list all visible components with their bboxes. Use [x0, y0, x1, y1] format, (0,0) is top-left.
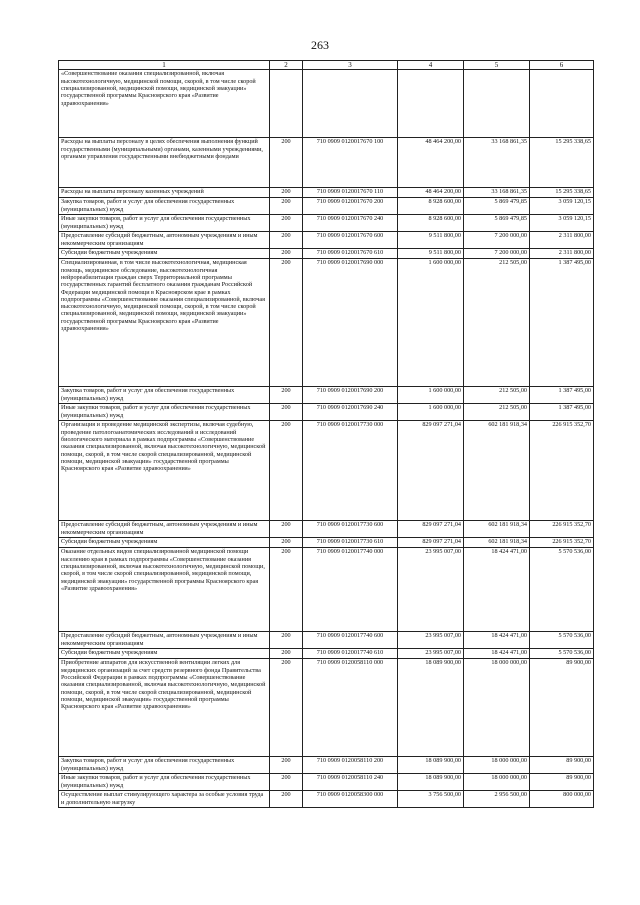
- executed-amount-cell: 7 200 000,00: [464, 249, 530, 259]
- approved-amount-cell: 23 995 007,00: [398, 632, 464, 649]
- row-name-cell: Предоставление субсидий бюджетным, автономным учреждениям и иным некоммерческим организациям: [59, 521, 270, 538]
- executed-amount-cell: 5 869 479,85: [464, 215, 530, 232]
- column-header: 4: [398, 61, 464, 70]
- approved-amount-cell: 9 511 800,00: [398, 249, 464, 259]
- column-header: 3: [303, 61, 398, 70]
- row-name-cell: Закупка товаров, работ и услуг для обеспечения государственных (муниципальных) нужд: [59, 387, 270, 404]
- row-name-cell: Иные закупки товаров, работ и услуг для обеспечения государственных (муниципальных) нужд: [59, 404, 270, 421]
- approved-amount-cell: 48 464 200,00: [398, 138, 464, 188]
- budget-code-cell: 710 0909 0120058300 000: [303, 791, 398, 808]
- admin-code-cell: 200: [270, 421, 303, 521]
- approved-amount-cell: 1 600 000,00: [398, 404, 464, 421]
- budget-code-cell: 710 0909 0120017740 000: [303, 548, 398, 632]
- admin-code-cell: 200: [270, 774, 303, 791]
- table-row: [59, 632, 594, 649]
- admin-code-cell: 200: [270, 659, 303, 757]
- executed-amount-cell: 2 956 500,00: [464, 791, 530, 808]
- approved-amount-cell: 8 928 600,00: [398, 215, 464, 232]
- column-header: 2: [270, 61, 303, 70]
- remaining-amount-cell: 226 915 352,70: [530, 521, 594, 538]
- column-header: 6: [530, 61, 594, 70]
- row-name-cell: Предоставление субсидий бюджетным, автономным учреждениям и иным некоммерческим организациям: [59, 632, 270, 649]
- approved-amount-cell: 23 995 007,00: [398, 649, 464, 659]
- remaining-amount-cell: 5 570 536,00: [530, 632, 594, 649]
- column-number-row: [59, 61, 594, 70]
- approved-amount-cell: 23 995 007,00: [398, 548, 464, 632]
- budget-code-cell: 710 0909 0120017740 610: [303, 649, 398, 659]
- budget-code-cell: 710 0909 0120017740 600: [303, 632, 398, 649]
- table-row: [59, 538, 594, 548]
- row-name-cell: Иные закупки товаров, работ и услуг для обеспечения государственных (муниципальных) нужд: [59, 215, 270, 232]
- admin-code-cell: 200: [270, 198, 303, 215]
- table-row: [59, 659, 594, 757]
- budget-code-cell: 710 0909 0120017730 610: [303, 538, 398, 548]
- approved-amount-cell: 48 464 200,00: [398, 188, 464, 198]
- table-row: [59, 791, 594, 808]
- remaining-amount-cell: 1 387 495,00: [530, 387, 594, 404]
- budget-code-cell: 710 0909 0120058110 000: [303, 659, 398, 757]
- approved-amount-cell: 1 600 000,00: [398, 259, 464, 387]
- remaining-amount-cell: 3 059 120,15: [530, 198, 594, 215]
- remaining-amount-cell: 226 915 352,70: [530, 421, 594, 521]
- table-row: [59, 70, 594, 138]
- budget-code-cell: 710 0909 0120017730 000: [303, 421, 398, 521]
- executed-amount-cell: 212 505,00: [464, 387, 530, 404]
- row-name-cell: «Совершенствование оказания специализированной, включая высокотехнологичную, медицинской помощи, скорой, в том числе скорой специализированной, медицинской помощи, медицинской эвакуации» государственной программы Красноярского края «Развитие здравоохранения»: [59, 70, 270, 138]
- page-number: 263: [311, 38, 329, 52]
- remaining-amount-cell: 89 900,00: [530, 757, 594, 774]
- table-row: [59, 259, 594, 387]
- remaining-amount-cell: 89 900,00: [530, 774, 594, 791]
- approved-amount-cell: 18 089 900,00: [398, 757, 464, 774]
- table-row: [59, 521, 594, 538]
- table-row: [59, 387, 594, 404]
- executed-amount-cell: 5 869 479,85: [464, 198, 530, 215]
- budget-code-cell: 710 0909 0120017670 110: [303, 188, 398, 198]
- row-name-cell: Приобретение аппаратов для искусственной вентиляции легких для медицинских организаций за счет средств резервного фонда Правительства Российской Федерации в рамках подпрограммы «Совершенствование оказания специализированной, включая высокотехнологичную, медицинской помощи, скорой, в том числе скорой специализированной, медицинской помощи, медицинской эвакуации» государственной программы Красноярского края «Развитие здравоохранения»: [59, 659, 270, 757]
- remaining-amount-cell: 5 570 536,00: [530, 548, 594, 632]
- executed-amount-cell: 602 181 918,34: [464, 421, 530, 521]
- remaining-amount-cell: 15 295 338,65: [530, 188, 594, 198]
- remaining-amount-cell: 5 570 536,00: [530, 649, 594, 659]
- executed-amount-cell: 33 168 861,35: [464, 188, 530, 198]
- executed-amount-cell: 18 424 471,00: [464, 548, 530, 632]
- admin-code-cell: 200: [270, 404, 303, 421]
- admin-code-cell: 200: [270, 215, 303, 232]
- approved-amount-cell: 829 097 271,04: [398, 421, 464, 521]
- executed-amount-cell: 18 424 471,00: [464, 649, 530, 659]
- admin-code-cell: 200: [270, 188, 303, 198]
- admin-code-cell: 200: [270, 138, 303, 188]
- executed-amount-cell: 18 000 000,00: [464, 659, 530, 757]
- table-row: [59, 138, 594, 188]
- remaining-amount-cell: 1 387 495,00: [530, 404, 594, 421]
- admin-code-cell: 200: [270, 387, 303, 404]
- table-row: [59, 198, 594, 215]
- budget-code-cell: 710 0909 0120058110 200: [303, 757, 398, 774]
- admin-code-cell: 200: [270, 232, 303, 249]
- approved-amount-cell: 3 756 500,00: [398, 791, 464, 808]
- budget-code-cell: 710 0909 0120017670 200: [303, 198, 398, 215]
- executed-amount-cell: 602 181 918,34: [464, 521, 530, 538]
- admin-code-cell: 200: [270, 249, 303, 259]
- budget-code-cell: 710 0909 0120058110 240: [303, 774, 398, 791]
- row-name-cell: Иные закупки товаров, работ и услуг для обеспечения государственных (муниципальных) нужд: [59, 774, 270, 791]
- budget-code-cell: 710 0909 0120017670 600: [303, 232, 398, 249]
- row-name-cell: Оказание отдельных видов специализированной медицинской помощи населению края в рамках подпрограммы «Совершенствование оказания специализированной, включая высокотехнологичную, медицинской помощи, скорой, в том числе скорой специализированной, медицинской помощи, медицинской эвакуации» государственной программы Красноярского края «Развитие здравоохранения»: [59, 548, 270, 632]
- approved-amount-cell: 829 097 271,04: [398, 521, 464, 538]
- row-name-cell: Предоставление субсидий бюджетным, автономным учреждениям и иным некоммерческим организациям: [59, 232, 270, 249]
- remaining-amount-cell: 800 000,00: [530, 791, 594, 808]
- row-name-cell: Расходы на выплаты персоналу в целях обеспечения выполнения функций государственными (муниципальными) органами, казенными учреждениями, органами управления государственными внебюджетными фондами: [59, 138, 270, 188]
- column-header: 5: [464, 61, 530, 70]
- budget-code-cell: [303, 70, 398, 138]
- admin-code-cell: 200: [270, 259, 303, 387]
- remaining-amount-cell: [530, 70, 594, 138]
- row-name-cell: Закупка товаров, работ и услуг для обеспечения государственных (муниципальных) нужд: [59, 198, 270, 215]
- admin-code-cell: 200: [270, 548, 303, 632]
- table-row: [59, 548, 594, 632]
- executed-amount-cell: 212 505,00: [464, 259, 530, 387]
- remaining-amount-cell: 226 915 352,70: [530, 538, 594, 548]
- row-name-cell: Закупка товаров, работ и услуг для обеспечения государственных (муниципальных) нужд: [59, 757, 270, 774]
- row-name-cell: Организация и проведение медицинской экспертизы, включая судебную, проведение патологоанатомических исследований и исследований биологического материала в рамках подпрограммы «Совершенствование оказания специализированной, включая высокотехнологичную, медицинской помощи, скорой, в том числе скорой специализированной, медицинской помощи, медицинской эвакуации» государственной программы Красноярского края «Развитие здравоохранения»: [59, 421, 270, 521]
- budget-code-cell: 710 0909 0120017670 610: [303, 249, 398, 259]
- row-name-cell: Субсидии бюджетным учреждениям: [59, 538, 270, 548]
- budget-code-cell: 710 0909 0120017670 240: [303, 215, 398, 232]
- remaining-amount-cell: 3 059 120,15: [530, 215, 594, 232]
- table-row: [59, 774, 594, 791]
- executed-amount-cell: 18 000 000,00: [464, 774, 530, 791]
- executed-amount-cell: 18 000 000,00: [464, 757, 530, 774]
- admin-code-cell: [270, 70, 303, 138]
- table-row: [59, 421, 594, 521]
- remaining-amount-cell: 1 387 495,00: [530, 259, 594, 387]
- row-name-cell: Субсидии бюджетным учреждениям: [59, 649, 270, 659]
- approved-amount-cell: 18 089 900,00: [398, 774, 464, 791]
- remaining-amount-cell: 2 311 800,00: [530, 232, 594, 249]
- admin-code-cell: 200: [270, 649, 303, 659]
- table-row: [59, 757, 594, 774]
- budget-code-cell: 710 0909 0120017690 240: [303, 404, 398, 421]
- approved-amount-cell: [398, 70, 464, 138]
- table-row: [59, 188, 594, 198]
- remaining-amount-cell: 2 311 800,00: [530, 249, 594, 259]
- table-row: [59, 649, 594, 659]
- approved-amount-cell: 1 600 000,00: [398, 387, 464, 404]
- row-name-cell: Субсидии бюджетным учреждениям: [59, 249, 270, 259]
- budget-code-cell: 710 0909 0120017690 000: [303, 259, 398, 387]
- row-name-cell: Расходы на выплаты персоналу казенных учреждений: [59, 188, 270, 198]
- admin-code-cell: 200: [270, 632, 303, 649]
- budget-code-cell: 710 0909 0120017730 600: [303, 521, 398, 538]
- budget-table: [58, 60, 594, 808]
- row-name-cell: Осуществление выплат стимулирующего характера за особые условия труда и дополнительную нагрузку: [59, 791, 270, 808]
- remaining-amount-cell: 15 295 338,65: [530, 138, 594, 188]
- table-row: [59, 249, 594, 259]
- approved-amount-cell: 9 511 800,00: [398, 232, 464, 249]
- admin-code-cell: 200: [270, 791, 303, 808]
- approved-amount-cell: 18 089 900,00: [398, 659, 464, 757]
- remaining-amount-cell: 89 900,00: [530, 659, 594, 757]
- budget-code-cell: 710 0909 0120017670 100: [303, 138, 398, 188]
- column-header: 1: [59, 61, 270, 70]
- admin-code-cell: 200: [270, 538, 303, 548]
- row-name-cell: Специализированная, в том числе высокотехнологичная, медицинская помощь, медицинское обследование, высокотехнологичная нейрореабилитация граждан сверх Территориальной программы государственных гарантий бесплатного оказания гражданам Российской Федерации медицинской помощи в Красноярском крае в рамках подпрограммы «Совершенствование оказания специализированной, включая высокотехнологичную, медицинской помощи, скорой, в том числе скорой специализированной, медицинской помощи, медицинской эвакуации» государственной программы Красноярского края «Развитие здравоохранения»: [59, 259, 270, 387]
- executed-amount-cell: 33 168 861,35: [464, 138, 530, 188]
- executed-amount-cell: 212 505,00: [464, 404, 530, 421]
- table-row: [59, 215, 594, 232]
- approved-amount-cell: 829 097 271,04: [398, 538, 464, 548]
- table-row: [59, 232, 594, 249]
- executed-amount-cell: [464, 70, 530, 138]
- executed-amount-cell: 18 424 471,00: [464, 632, 530, 649]
- executed-amount-cell: 602 181 918,34: [464, 538, 530, 548]
- admin-code-cell: 200: [270, 757, 303, 774]
- budget-code-cell: 710 0909 0120017690 200: [303, 387, 398, 404]
- admin-code-cell: 200: [270, 521, 303, 538]
- approved-amount-cell: 8 928 600,00: [398, 198, 464, 215]
- executed-amount-cell: 7 200 000,00: [464, 232, 530, 249]
- table-row: [59, 404, 594, 421]
